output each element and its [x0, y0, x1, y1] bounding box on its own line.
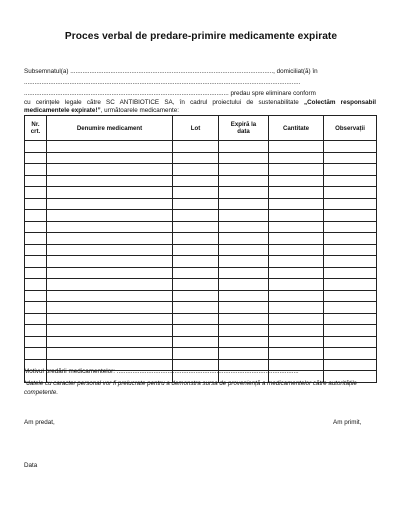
table-row [25, 302, 377, 314]
table-cell[interactable] [269, 267, 324, 279]
table-cell[interactable] [47, 313, 173, 325]
table-cell[interactable] [219, 302, 269, 314]
table-cell[interactable] [25, 302, 47, 314]
table-cell[interactable] [324, 256, 377, 268]
table-cell[interactable] [324, 210, 377, 222]
intro-line-3-left: ..................................................................................................................... [24, 90, 229, 97]
handed-over-label: Am predat, [24, 419, 55, 426]
table-cell[interactable] [173, 267, 219, 279]
table-cell[interactable] [25, 348, 47, 360]
intro-line-5 [24, 107, 376, 115]
table-cell[interactable] [324, 279, 377, 291]
table-cell[interactable] [269, 198, 324, 210]
table-cell[interactable] [324, 152, 377, 164]
table-cell[interactable] [324, 221, 377, 233]
table-cell[interactable] [324, 198, 377, 210]
table-row [25, 175, 377, 187]
intro-line-1 [24, 68, 376, 76]
table-cell[interactable] [269, 348, 324, 360]
intro-line-4 [24, 99, 376, 107]
table-cell[interactable] [47, 233, 173, 245]
table-cell[interactable] [219, 141, 269, 153]
table-cell[interactable] [269, 233, 324, 245]
table-row [25, 256, 377, 268]
table-cell[interactable] [269, 336, 324, 348]
table-cell[interactable] [269, 187, 324, 199]
document-title: Proces verbal de predare-primire medicamente expirate [64, 31, 338, 42]
table-cell[interactable] [324, 313, 377, 325]
table-cell[interactable] [324, 141, 377, 153]
table-row [25, 210, 377, 222]
table-cell[interactable] [173, 256, 219, 268]
table-cell[interactable] [47, 221, 173, 233]
table-cell[interactable] [25, 244, 47, 256]
table-cell[interactable] [173, 244, 219, 256]
header-expira-la-data: Expiră la data [219, 116, 269, 141]
table-cell[interactable] [173, 290, 219, 302]
table-cell[interactable] [47, 175, 173, 187]
table-row [25, 279, 377, 291]
table-cell[interactable] [47, 302, 173, 314]
table-cell[interactable] [173, 336, 219, 348]
table-cell[interactable] [324, 244, 377, 256]
table-cell[interactable] [25, 279, 47, 291]
table-cell[interactable] [25, 313, 47, 325]
table-cell[interactable] [47, 198, 173, 210]
personal-data-note: *datele cu caracter personal vor fi prelucrate pentru a demonstra sursa de proveniență a medicamentelor către autoritățile competente. [24, 380, 357, 396]
table-cell[interactable] [47, 187, 173, 199]
table-cell[interactable] [25, 187, 47, 199]
intro-line-5-text: , următoarele medicamente: [100, 107, 180, 114]
table-cell[interactable] [269, 210, 324, 222]
table-row [25, 141, 377, 153]
table-cell[interactable] [219, 325, 269, 337]
table-cell[interactable] [47, 210, 173, 222]
table-cell[interactable] [25, 325, 47, 337]
table-cell[interactable] [173, 141, 219, 153]
table-cell[interactable] [324, 187, 377, 199]
table-row [25, 348, 377, 360]
table-cell[interactable] [219, 152, 269, 164]
table-cell[interactable] [219, 336, 269, 348]
table-cell[interactable] [173, 221, 219, 233]
table-cell[interactable] [47, 279, 173, 291]
table-cell[interactable] [47, 336, 173, 348]
table-cell[interactable] [47, 256, 173, 268]
table-cell[interactable] [324, 348, 377, 360]
table-cell[interactable] [324, 325, 377, 337]
header-observatii: Observații [324, 116, 377, 141]
table-cell[interactable] [269, 279, 324, 291]
table-cell[interactable] [25, 336, 47, 348]
table-cell[interactable] [173, 279, 219, 291]
table-row [25, 152, 377, 164]
table-cell[interactable] [25, 267, 47, 279]
table-cell[interactable] [324, 175, 377, 187]
table-row [25, 244, 377, 256]
table-cell[interactable] [219, 187, 269, 199]
table-cell[interactable] [25, 198, 47, 210]
table-cell[interactable] [219, 256, 269, 268]
table-cell[interactable] [219, 267, 269, 279]
table-cell[interactable] [25, 175, 47, 187]
table-cell[interactable] [173, 348, 219, 360]
table-cell[interactable] [269, 244, 324, 256]
table-cell[interactable] [47, 244, 173, 256]
table-row [25, 233, 377, 245]
table-cell[interactable] [324, 267, 377, 279]
table-cell[interactable] [25, 152, 47, 164]
table-header-row [25, 116, 377, 141]
table-row [25, 267, 377, 279]
intro-line-2: .............................................................................................................................................................. [24, 79, 301, 86]
table-cell[interactable] [25, 164, 47, 176]
table-row [25, 164, 377, 176]
table-cell[interactable] [269, 302, 324, 314]
table-cell[interactable] [47, 152, 173, 164]
table-cell[interactable] [173, 302, 219, 314]
table-cell[interactable] [324, 233, 377, 245]
project-name-part-2: medicamentele expirate!” [24, 107, 101, 114]
table-cell[interactable] [25, 221, 47, 233]
table-cell[interactable] [25, 290, 47, 302]
table-cell[interactable] [25, 210, 47, 222]
table-cell[interactable] [324, 336, 377, 348]
table-cell[interactable] [173, 325, 219, 337]
header-nr-crt: Nr. crt. [25, 116, 47, 141]
intro-line-1-right: domiciliat(ă) în [276, 68, 318, 75]
table-cell[interactable] [173, 187, 219, 199]
table-cell[interactable] [173, 164, 219, 176]
table-cell[interactable] [25, 233, 47, 245]
table-row [25, 221, 377, 233]
table-cell[interactable] [219, 221, 269, 233]
table-cell[interactable] [219, 348, 269, 360]
table-cell[interactable] [219, 233, 269, 245]
table-cell[interactable] [25, 141, 47, 153]
table-cell[interactable] [324, 302, 377, 314]
table-row [25, 313, 377, 325]
table-cell[interactable] [219, 290, 269, 302]
table-cell[interactable] [269, 290, 324, 302]
table-cell[interactable] [173, 313, 219, 325]
date-label: Data [24, 462, 38, 469]
header-denumire-medicament: Denumire medicament [47, 116, 173, 141]
table-cell[interactable] [269, 175, 324, 187]
table-cell[interactable] [219, 244, 269, 256]
table-row [25, 290, 377, 302]
table-cell[interactable] [219, 175, 269, 187]
table-cell[interactable] [324, 164, 377, 176]
table-cell[interactable] [47, 348, 173, 360]
table-cell[interactable] [269, 221, 324, 233]
table-row [25, 198, 377, 210]
table-cell[interactable] [219, 164, 269, 176]
received-label: Am primit, [333, 419, 362, 426]
table-cell[interactable] [269, 164, 324, 176]
table-cell[interactable] [173, 175, 219, 187]
table-cell[interactable] [269, 313, 324, 325]
intro-line-1-left: Subsemnatul(a) ...................................................................................................................., [24, 68, 277, 75]
table-cell[interactable] [269, 325, 324, 337]
table-body [25, 141, 377, 383]
table-cell[interactable] [219, 313, 269, 325]
header-lot: Lot [173, 116, 219, 141]
table-cell[interactable] [269, 152, 324, 164]
table-cell[interactable] [173, 152, 219, 164]
table-row [25, 187, 377, 199]
table-cell[interactable] [219, 210, 269, 222]
table-cell[interactable] [269, 256, 324, 268]
table-cell[interactable] [219, 279, 269, 291]
table-cell[interactable] [47, 267, 173, 279]
table-cell[interactable] [324, 290, 377, 302]
project-name-part-1: „Colectăm responsabil [303, 99, 376, 106]
table-cell[interactable] [47, 164, 173, 176]
table-cell[interactable] [47, 141, 173, 153]
table-cell[interactable] [47, 325, 173, 337]
table-cell[interactable] [269, 141, 324, 153]
table-cell[interactable] [173, 210, 219, 222]
table-row [25, 325, 377, 337]
table-cell[interactable] [47, 290, 173, 302]
intro-line-3-right: predau spre eliminare conform [228, 90, 316, 97]
header-cantitate: Cantitate [269, 116, 324, 141]
table-row [25, 336, 377, 348]
table-cell[interactable] [173, 198, 219, 210]
table-cell[interactable] [25, 256, 47, 268]
table-cell[interactable] [173, 233, 219, 245]
medicines-table [24, 115, 377, 383]
table-cell[interactable] [219, 198, 269, 210]
motive-line: Motivul predării medicamentelor: ........................................................................................................ [24, 368, 299, 375]
intro-line-3 [24, 90, 376, 98]
intro-line-4-text: cu cerințele legale către SC ANTIBIOTICE SA, în cadrul proiectului de sustenabilitate [24, 99, 304, 106]
